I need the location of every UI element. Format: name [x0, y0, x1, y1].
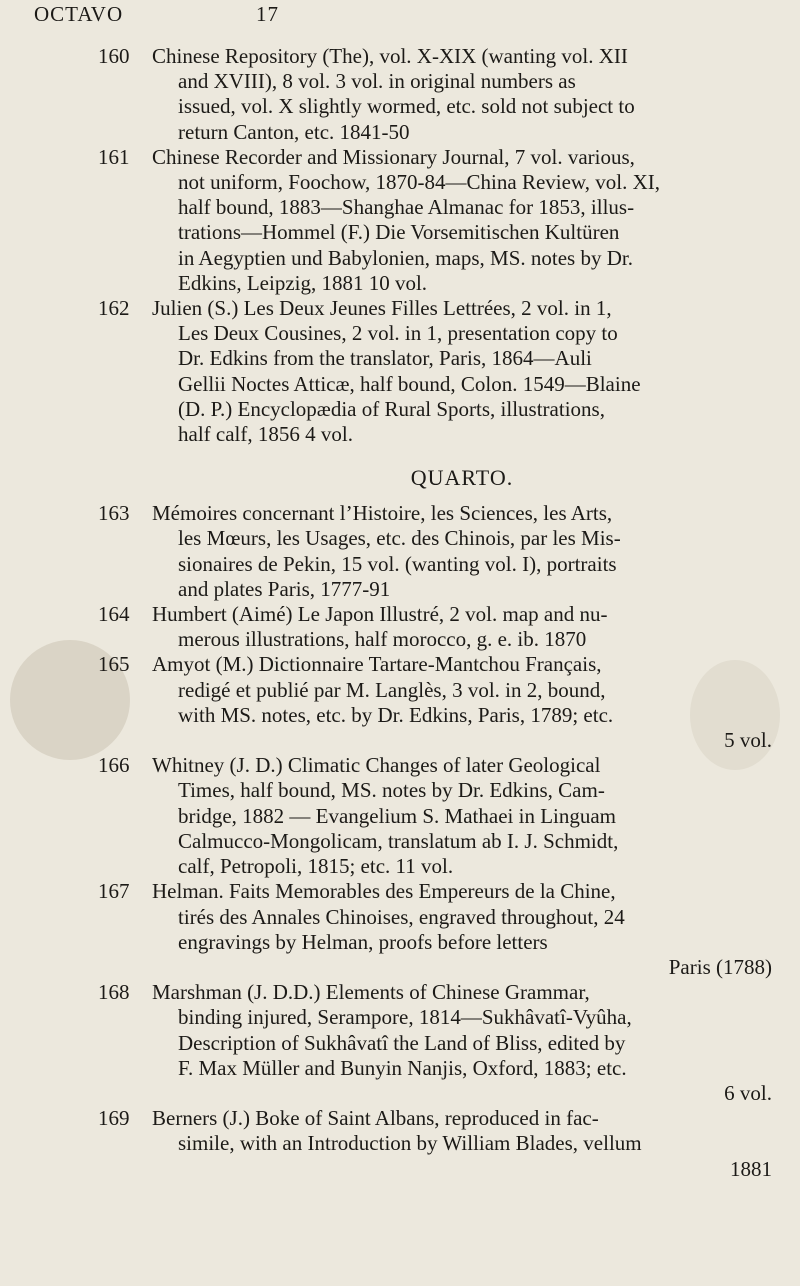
entry-line: half bound, 1883—Shanghae Almanac for 1853, illus- — [178, 195, 635, 220]
entry-line: bridge, 1882 — Evangelium S. Mathaei in Linguam — [178, 803, 617, 828]
entry-line: Berners (J.) Boke of Saint Albans, reproduced in fac- — [152, 1106, 599, 1131]
entry-line: Les Deux Cousines, 2 vol. in 1, presentation copy to — [178, 321, 618, 346]
entry-text — [152, 980, 772, 1106]
entry-line: trations—Hommel (F.) Die Vorsemitischen Kultüren — [178, 220, 620, 245]
catalogue-entry — [98, 602, 772, 652]
catalogue-entry — [98, 980, 772, 1106]
entry-line: in Aegyptien und Babylonien, maps, MS. notes by Dr. — [178, 245, 633, 270]
entry-line: Chinese Repository (The), vol. X-XIX (wanting vol. XII — [152, 44, 628, 68]
catalogue-entry — [98, 296, 772, 447]
lot-number: 169 — [98, 1106, 130, 1131]
entry-line: calf, Petropoli, 1815; etc. 11 vol. — [178, 854, 454, 879]
entry-line: Julien (S.) Les Deux Jeunes Filles Lettrées, 2 vol. in 1, — [152, 296, 612, 321]
entry-line: not uniform, Foochow, 1870-84—China Review, vol. XI, — [178, 170, 660, 195]
lot-number: 164 — [98, 602, 130, 627]
entry-line: Mémoires concernant l’Histoire, les Sciences, les Arts, — [152, 501, 613, 526]
entry-line: Times, half bound, MS. notes by Dr. Edkins, Cam- — [178, 778, 605, 803]
entry-line: Helman. Faits Memorables des Empereurs de la Chine, — [152, 879, 616, 904]
catalogue-entry — [98, 879, 772, 980]
catalogue-entry — [98, 144, 772, 296]
entry-line: les Mœurs, les Usages, etc. des Chinois, par les Mis- — [178, 526, 621, 551]
page-number: 17 — [256, 2, 279, 26]
entry-line: (D. P.) Encyclopædia of Rural Sports, illustrations, — [178, 396, 605, 421]
entry-line: issued, vol. X slightly wormed, etc. sold not subject to — [178, 94, 635, 119]
octavo-section — [98, 44, 772, 447]
entry-line: tirés des Annales Chinoises, engraved throughout, 24 — [178, 904, 625, 929]
catalogue-entry — [98, 652, 772, 753]
entry-line: half calf, 1856 4 vol. — [178, 422, 353, 447]
entry-line: Amyot (M.) Dictionnaire Tartare-Mantchou Français, — [152, 652, 602, 677]
entry-line: redigé et publié par M. Langlès, 3 vol. in 2, bound, — [178, 677, 606, 702]
lot-number: 167 — [98, 879, 130, 904]
lot-number: 161 — [98, 144, 130, 169]
quarto-section — [98, 501, 772, 1181]
lot-number: 166 — [98, 753, 130, 778]
entry-line: Whitney (J. D.) Climatic Changes of later Geological — [152, 753, 601, 778]
entry-text — [152, 296, 772, 447]
entry-trailer: Paris (1788) — [668, 954, 772, 979]
entry-text — [152, 501, 772, 602]
entry-text — [152, 1106, 772, 1182]
entry-line: Description of Sukhâvatî the Land of Bliss, edited by — [178, 1030, 626, 1055]
catalogue-entry — [98, 501, 772, 602]
entry-line: Marshman (J. D.D.) Elements of Chinese Grammar, — [152, 980, 590, 1005]
catalogue-entry — [98, 753, 772, 879]
entry-line: simile, with an Introduction by William Blades, vellum — [178, 1131, 642, 1156]
entry-text — [152, 753, 772, 879]
entry-line: Edkins, Leipzig, 1881 10 vol. — [178, 270, 428, 295]
entry-line: Dr. Edkins from the translator, Paris, 1864—Auli — [178, 346, 592, 371]
entry-line: merous illustrations, half morocco, g. e. ib. 1870 — [178, 627, 587, 652]
entry-text — [152, 44, 772, 145]
entry-line: binding injured, Serampore, 1814—Sukhâvatî-Vyûha, — [178, 1005, 632, 1030]
entry-text — [152, 145, 772, 296]
entry-line: Humbert (Aimé) Le Japon Illustré, 2 vol. map and nu- — [152, 602, 608, 627]
catalogue-entry — [98, 44, 772, 145]
entry-trailer: 1881 — [730, 1156, 772, 1181]
entry-line: with MS. notes, etc. by Dr. Edkins, Paris, 1789; etc. — [178, 702, 614, 727]
catalogue-entry — [98, 1106, 772, 1182]
section-heading-quarto: QUARTO. — [410, 465, 514, 491]
entry-text — [152, 602, 772, 652]
entry-line: return Canton, etc. 1841-50 — [178, 119, 410, 144]
lot-number: 160 — [98, 44, 130, 68]
lot-number: 165 — [98, 652, 130, 677]
running-head-title: OCTAVO — [34, 2, 124, 26]
entry-line: F. Max Müller and Bunyin Nanjis, Oxford, 1883; etc. — [178, 1055, 627, 1080]
entry-line: and XVIII), 8 vol. 3 vol. in original numbers as — [178, 69, 576, 94]
entry-line: and plates Paris, 1777-91 — [178, 576, 391, 601]
catalogue-entries — [98, 44, 772, 1182]
entry-trailer: 6 vol. — [724, 1080, 772, 1105]
entry-trailer: 5 vol. — [724, 728, 772, 753]
entry-line: Gellii Noctes Atticæ, half bound, Colon. 1549—Blaine — [178, 371, 641, 396]
entry-line: engravings by Helman, proofs before letters — [178, 929, 548, 954]
entry-line: Calmucco-Mongolicam, translatum ab I. J. Schmidt, — [178, 828, 619, 853]
entry-text — [152, 652, 772, 753]
lot-number: 163 — [98, 501, 130, 526]
entry-line: Chinese Recorder and Missionary Journal, 7 vol. various, — [152, 144, 635, 169]
lot-number: 162 — [98, 296, 130, 321]
lot-number: 168 — [98, 980, 130, 1005]
entry-text — [152, 879, 772, 980]
entry-line: sionaires de Pekin, 15 vol. (wanting vol. I), portraits — [178, 551, 617, 576]
